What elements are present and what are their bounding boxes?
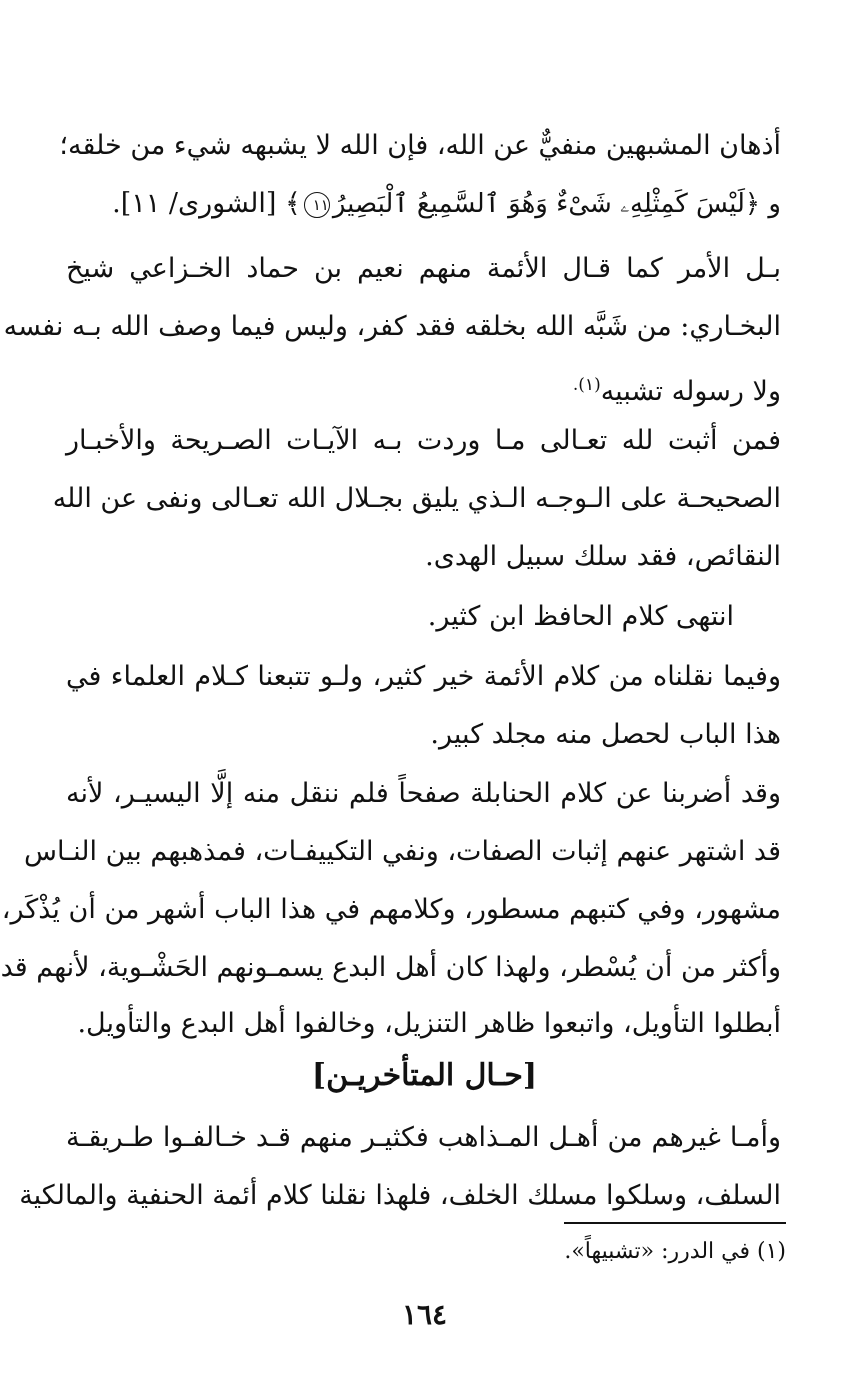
- text-line-12: وقد أضربنا عن كلام الحنابلة صفحاً فلم ننقل منه إلَّا اليسيـر، لأنه: [66, 778, 781, 809]
- text-line-1: أذهان المشبهين منفيٌّ عن الله، فإن الله لا يشبهه شيء من خلقه؛: [59, 130, 781, 161]
- text-line-14: مشهور، وفي كتبهم مسطور، وكلامهم في هذا الباب أشهر من أن يُذْكَر،: [1, 894, 781, 925]
- footnote-text: (١) في الدرر: «تشبيهاً».: [564, 1239, 786, 1264]
- page-number: ١٦٤: [401, 1298, 448, 1331]
- text-line-17: وأمـا غيرهم من أهـل المـذاهب فكثيـر منهم قـد خـالفـوا طـريقـة: [66, 1122, 781, 1153]
- quran-verse: و ﴿لَيْسَ كَمِثْلِهِۦ شَىْءٌ وَهُوَ ٱلسَّمِيعُ ٱلْبَصِيرُ: [332, 189, 781, 219]
- text-line-8: النقائص، فقد سلك سبيل الهدى.: [425, 541, 781, 572]
- footnote-reference: (١).: [572, 375, 601, 395]
- text-line-9: انتهى كلام الحافظ ابن كثير.: [427, 601, 734, 632]
- text-line-11: هذا الباب لحصل منه مجلد كبير.: [430, 719, 781, 750]
- verse-citation: ﴾ [الشورى/ ١١].: [112, 188, 301, 219]
- quran-verse-line: [66, 175, 781, 233]
- text-line-3: بـل الأمر كما قـال الأئمة منهم نعيم بن حماد الخـزاعي شيخ: [66, 253, 781, 284]
- text-line-6: فمن أثبت لله تعـالى مـا وردت بـه الآيـات الصـريحة والأخبـار: [66, 425, 782, 456]
- text-line-5-body: ولا رسوله تشبيه: [600, 376, 781, 407]
- text-line-15: وأكثر من أن يُسْطر، ولهذا كان أهل البدع يسمـونهم الحَشْـوية، لأنهم قد: [0, 952, 781, 983]
- footnote-divider: [564, 1222, 786, 1224]
- section-heading: [حـال المتأخريـن]: [311, 1058, 538, 1093]
- text-line-10: وفيما نقلناه من كلام الأئمة خير كثير، ولـو تتبعنا كـلام العلماء في: [66, 661, 781, 692]
- ayah-number-marker: ١١: [304, 192, 330, 218]
- text-line-16: أبطلوا التأويل، واتبعوا ظاهر التنزيل، وخالفوا أهل البدع والتأويل.: [77, 1008, 781, 1039]
- text-line-4: البخـاري: من شَبَّه الله بخلقه فقد كفر، وليس فيما وصف الله بـه نفسه: [3, 311, 781, 342]
- text-line-7: الصحيحـة على الـوجـه الـذي يليق بجـلال الله تعـالى ونفى عن الله: [52, 483, 781, 514]
- text-line-13: قد اشتهر عنهم إثبات الصفات، ونفي التكييفـات، فمذهبهم بين النـاس: [24, 836, 781, 867]
- text-line-18: السلف، وسلكوا مسلك الخلف، فلهذا نقلنا كلام أئمة الحنفية والمالكية: [19, 1180, 781, 1211]
